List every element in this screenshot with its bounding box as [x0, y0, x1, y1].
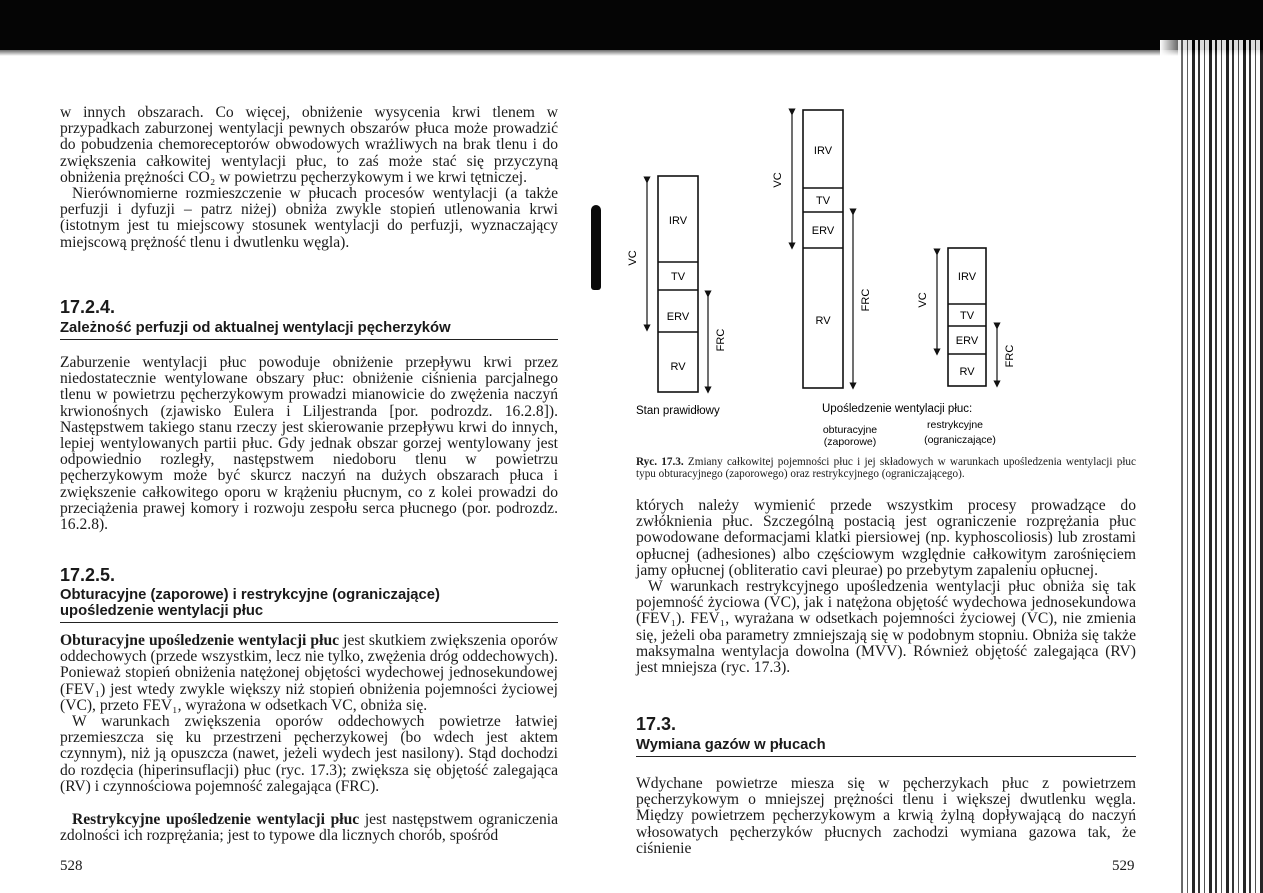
label-vc: VC [627, 250, 639, 266]
label-frc: FRC [860, 288, 872, 312]
left-paragraph-4-text: jest następstwem ograniczenia zdolności ich rozprężania; jest to typowe dla licznych chorób, spośród [60, 811, 558, 845]
label-frc: FRC [715, 328, 727, 352]
figure-caption-lead: Ryc. 17.3. [636, 456, 684, 468]
label-erv: ERV [811, 225, 835, 237]
left-paragraph-3 [60, 633, 558, 795]
label-tv: TV [670, 271, 686, 283]
bar-normal-outline [658, 176, 698, 392]
column-normal [627, 176, 727, 392]
column-obstructive [772, 110, 872, 388]
label-erv: ERV [955, 335, 979, 347]
left-paragraph-1b: Nierównomierne rozmieszczenie w płucach procesów wentylacji (a także perfuzji i dyfuzji – patrz niżej) obniża zwykle stopień utlenowania krwi (istotnym jest tu miejscowy stosunek wentylacji do perfuzji, wyznaczający miejscową prężność tlenu i dwutlenku węgla). [60, 185, 558, 251]
right-paragraph-2: W warunkach restrykcyjnego upośledzenia wentylacji płuc obniża się tak pojemność życiowa (VC), jak i natężona objętość wydechowa jednosekundowa (FEV₁). FEV₁, wyrażana w odsetkach pojemności życiowej (VC), nie zmienia się, jeżeli oba parametry zmniejszają się w podobnym stopniu. Obniża się także maksymalna wentylacja dowolna (MVV). Również objętość zalegająca (RV) jest mniejsza (ryc. 17.3). [636, 578, 1136, 677]
label-irv: IRV [813, 145, 833, 157]
label-normal-state: Stan prawidłowy [636, 405, 720, 417]
label-impaired-ventilation: Upośledzenie wentylacji płuc: [822, 403, 973, 415]
label-obstructive-line-1: obturacyjne [822, 424, 878, 436]
right-paragraphs [636, 498, 1136, 676]
section-number-17-2-5: 17.2.5. [60, 565, 116, 585]
scan-top-shadow-fade [0, 46, 1263, 56]
section-title-17-2-4: Zależność perfuzji od aktualnej wentylacji pęcherzyków [60, 320, 451, 336]
section-number-17-2-4: 17.2.4. [60, 297, 116, 317]
page-number-left: 528 [60, 858, 83, 874]
left-paragraph-3b: W warunkach zwiększenia oporów oddechowych powietrze łatwiej przemieszcza się ku przestrzeni pęcherzykowej (bo wdech jest aktem czynnym), niż ją opuszcza (nawet, jeżeli wydech jest nasilony). Stąd dochodzi do rozdęcia (hiperinsuflacji) płuc (ryc. 17.3); zwiększa się objętość zalegająca (RV) i czynnościowa pojemność zalegająca (FRC). [60, 713, 558, 795]
label-rv: RV [670, 361, 686, 373]
figure-caption [636, 456, 1136, 480]
section-title-17-2-5-line-1: Obturacyjne (zaporowe) i restrykcyjne (ograniczające) [60, 587, 440, 603]
left-paragraph-4-wrap [60, 812, 558, 844]
left-paragraph-3-lead: Obturacyjne upośledzenie wentylacji płuc [60, 632, 340, 649]
label-tv: TV [815, 195, 831, 207]
right-paragraph-1: których należy wymienić przede wszystkim procesy prowadzące do zwłóknienia płuc. Szczególną postacią jest ograniczenie rozprężania płuc powodowane deformacjami klatki piersiowej (np. kyphoscoliosis) lub zrostami opłucnej (adhesiones) albo częściowym względnie całkowitym zarośnięciem jamy opłucnej (obliteratio cavi pleurae) po przebytym zapaleniu opłucnej. [636, 497, 1136, 579]
left-paragraph-1 [60, 105, 558, 251]
lung-volume-diagram [600, 100, 1160, 460]
scan-right-edge [1178, 40, 1263, 893]
section-rule [636, 756, 1136, 757]
page-number-right: 529 [1112, 858, 1135, 874]
section-title-17-2-5 [60, 587, 440, 619]
section-number-17-3: 17.3. [636, 714, 677, 734]
left-paragraph-2: Zaburzenie wentylacji płuc powoduje obniżenie przepływu krwi przez niedostatecznie wentylowane obszary płuc: obniżenie ciśnienia parcjalnego tlenu w powietrzu pęcherzykowym prowadzi mianowicie do zwężenia naczyń krwionośnych (zjawisko Eulera i Liljestranda [por. podrozdz. 16.2.8]). Następstwem takiego stanu rzeczy jest skierowanie przepływu krwi do innych, lepiej wentylowanych partii płuc. Gdy jednak obszar gorzej wentylowany jest odpowiednio rozległy, następstwem niedoboru tlenu w powietrzu pęcherzykowym może być skurcz naczyń na dużych obszarach płuca i zwiększenie całkowitego oporu w krążeniu płucnym, co z kolei prowadzi do przeciążenia prawej komory i rozwoju zespołu serca płucnego (por. podrozdz. 16.2.8). [60, 354, 558, 534]
label-vc: VC [917, 292, 929, 308]
left-paragraph-1-text: w innych obszarach. Co więcej, obniżenie wysycenia krwi tlenem w przypadkach zaburzonej wentylacji pewnych obszarów płuca może prowadzić do pobudzenia chemoreceptorów obwodowych wrażliwych na brak tlenu i do zwiększenia całkowitej wentylacji płuc, to zaś może stać się przyczyną obniżenia prężności CO₂ w powietrzu pęcherzykowym i we krwi tętniczej. [60, 104, 558, 186]
left-paragraph-4-lead: Restrykcyjne upośledzenie wentylacji płuc [72, 811, 360, 828]
label-irv: IRV [957, 271, 977, 283]
section-rule [60, 339, 558, 340]
section-title-17-2-5-line-2: upośledzenie wentylacji płuc [60, 603, 264, 619]
label-restrictive-line-1: restrykcyjne [926, 419, 984, 431]
label-rv: RV [959, 366, 975, 378]
label-tv: TV [959, 310, 975, 322]
label-vc: VC [772, 172, 784, 188]
label-rv: RV [815, 315, 831, 327]
left-paragraph-3-text: jest skutkiem zwiększenia oporów oddechowych (przede wszystkim, lecz nie tylko, zwężenia dróg oddechowych). Ponieważ stopień obniżenia natężonej objętości wydechowej jednosekundowej (FEV₁) jest wtedy zwykle większy niż stopień obniżenia pojemności życiowej (VC), przeto FEV₁, wyrażona w odsetkach VC, obniża się. [60, 632, 559, 714]
label-irv: IRV [668, 215, 688, 227]
left-paragraph-4 [60, 812, 558, 844]
label-obstructive-line-2: (zaporowe) [823, 436, 877, 448]
section-rule [60, 622, 558, 623]
label-erv: ERV [666, 311, 690, 323]
figure-caption-text: Zmiany całkowitej pojemności płuc i jej składowych w warunkach upośledzenia wentylacji płuc typu obturacyjnego (zaporowego) oraz restrykcyjnego (ograniczającego). [636, 456, 1136, 480]
scan-top-shadow [0, 0, 1263, 50]
section-title-17-3: Wymiana gazów w płucach [636, 737, 826, 753]
label-frc: FRC [1004, 344, 1016, 368]
scan-right-edge-fade [1160, 40, 1190, 893]
column-restrictive [917, 248, 1016, 386]
figure-lung-volumes [600, 100, 1160, 460]
right-paragraph-3: Wdychane powietrze miesza się w pęcherzykach płuc z powietrzem pęcherzykowym o mniejszej prężności tlenu i większej dwutlenku węgla. Między powietrzem pęcherzykowym a krwią żylną dopływającą do naczyń włosowatych pęcherzyków płucnych zachodzi wymiana gazowa tak, że ciśnienie [636, 775, 1136, 857]
label-restrictive-line-2: (ograniczające) [924, 434, 996, 446]
